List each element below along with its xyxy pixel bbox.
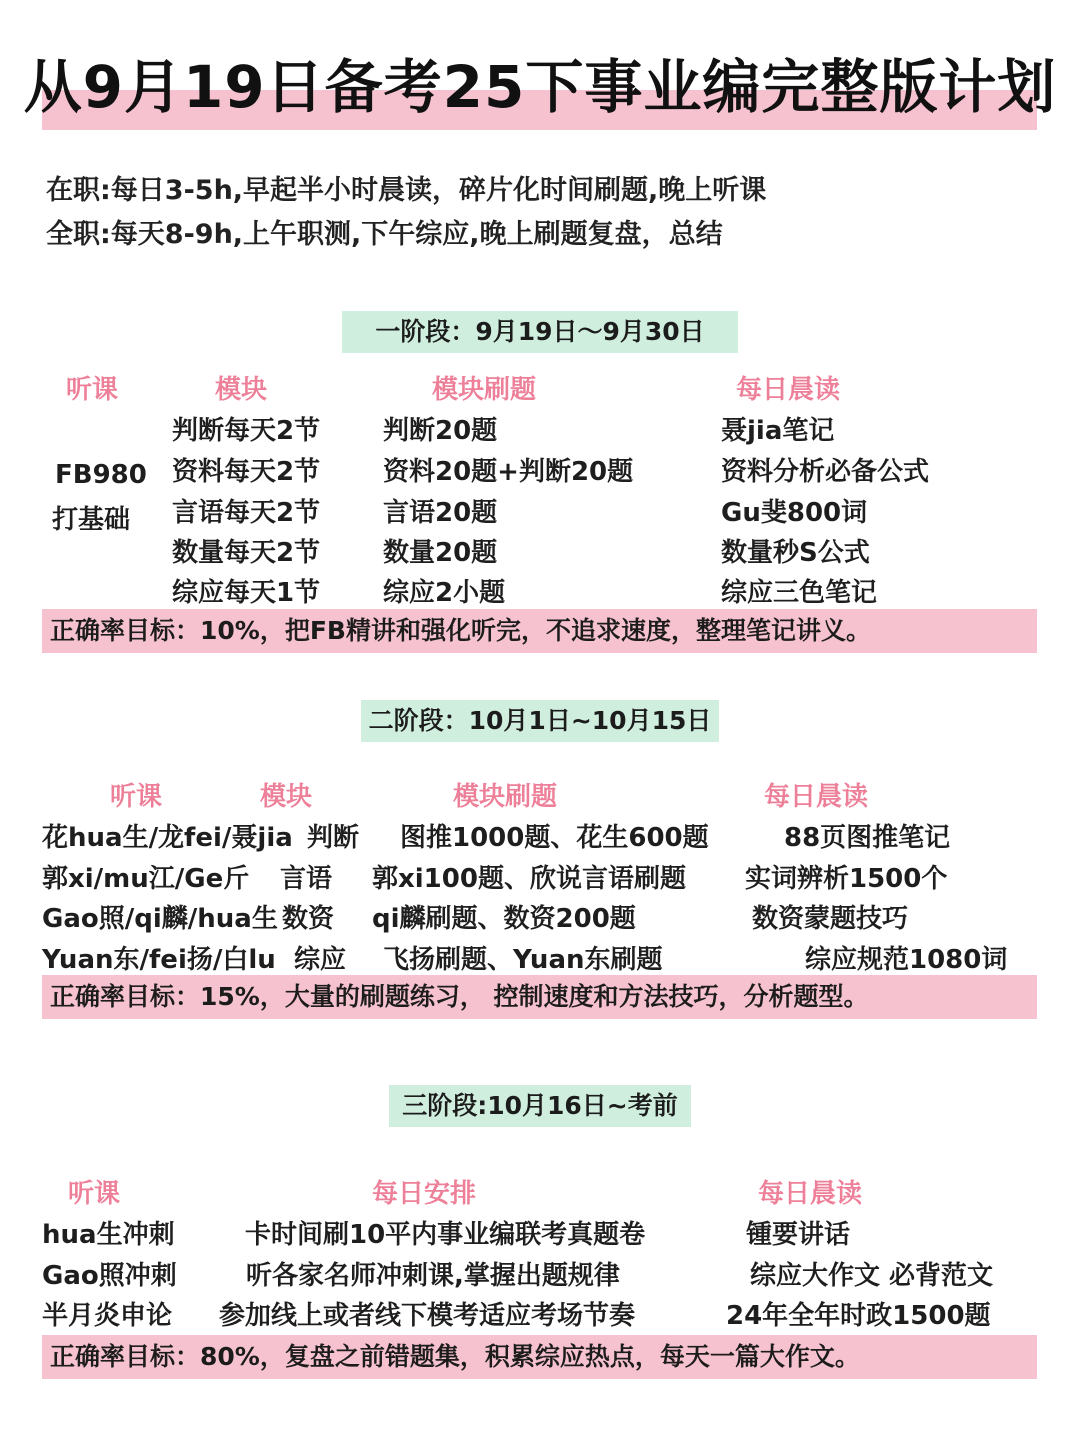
stage2-module: 综应 [294, 945, 347, 975]
stage1-target: 正确率目标：10%，把FB精讲和强化听完，不追求速度，整理笔记讲义。 [42, 609, 1037, 653]
stage1-course-name: FB980 [55, 460, 147, 490]
stage2-reading: 综应规范1080词 [805, 945, 1008, 975]
stage2-course: 花hua生/龙fei/聂jia [42, 823, 293, 853]
stage1-header-course: 听课 [66, 375, 119, 405]
stage1-reading: 综应三色笔记 [721, 578, 878, 608]
stage1-reading: 聂jia笔记 [721, 416, 835, 446]
stage1-module: 资料每天2节 [172, 457, 321, 487]
stage3-course: Gao照冲刺 [42, 1261, 177, 1291]
stage3-reading: 综应大作文 必背范文 [750, 1261, 994, 1291]
stage2-header-course: 听课 [110, 782, 163, 812]
stage1-practice: 判断20题 [383, 416, 498, 446]
stage2-reading: 数资蒙题技巧 [752, 904, 909, 934]
stage1-header-reading: 每日晨读 [736, 375, 841, 405]
stage1-header-module: 模块 [215, 375, 268, 405]
stage1-course-desc: 打基础 [52, 505, 131, 535]
stage1-header-practice: 模块刷题 [432, 375, 537, 405]
stage2-header-practice: 模块刷题 [453, 782, 558, 812]
stage2-practice: 郭xi100题、欣说言语刷题 [372, 864, 686, 894]
stage2-course: Gao照/qi麟/hua生 [42, 904, 278, 934]
stage3-daily: 听各家名师冲刺课,掌握出题规律 [246, 1261, 620, 1291]
stage1-module: 数量每天2节 [172, 538, 321, 568]
stage1-reading: Gu斐800词 [721, 498, 868, 528]
stage3-label: 三阶段:10月16日~考前 [389, 1085, 691, 1127]
stage2-module: 言语 [280, 864, 333, 894]
stage3-reading: 24年全年时政1500题 [726, 1301, 991, 1331]
stage3-daily: 参加线上或者线下模考适应考场节奏 [219, 1301, 636, 1331]
stage1-module: 言语每天2节 [172, 498, 321, 528]
page-title: 从9月19日备考25下事业编完整版计划 [23, 53, 1057, 121]
stage2-practice: 飞扬刷题、Yuan东刷题 [383, 945, 663, 975]
stage2-header-module: 模块 [260, 782, 313, 812]
stage2-reading: 实词辨析1500个 [745, 864, 948, 894]
stage2-practice: 图推1000题、花生600题 [400, 823, 709, 853]
stage3-daily: 卡时间刷10平内事业编联考真题卷 [245, 1220, 646, 1250]
stage3-header-daily: 每日安排 [372, 1179, 477, 1209]
stage3-course: 半月炎申论 [42, 1301, 173, 1331]
stage3-header-course: 听课 [68, 1179, 121, 1209]
stage3-header-reading: 每日晨读 [758, 1179, 863, 1209]
stage2-module: 数资 [282, 904, 335, 934]
stage2-header-reading: 每日晨读 [764, 782, 869, 812]
stage1-reading: 数量秒S公式 [721, 538, 870, 568]
stage2-reading: 88页图推笔记 [784, 823, 951, 853]
intro-line-employed: 在职:每日3-5h,早起半小时晨读，碎片化时间刷题,晚上听课 [46, 175, 767, 206]
stage2-practice: qi麟刷题、数资200题 [372, 904, 636, 934]
stage2-module: 判断 [307, 823, 360, 853]
stage1-practice: 言语20题 [383, 498, 498, 528]
stage3-target: 正确率目标：80%，复盘之前错题集，积累综应热点，每天一篇大作文。 [42, 1335, 1037, 1379]
stage1-practice: 综应2小题 [383, 578, 506, 608]
stage2-target: 正确率目标：15%，大量的刷题练习， 控制速度和方法技巧，分析题型。 [42, 975, 1037, 1019]
stage2-course: 郭xi/mu江/Ge斤 [42, 864, 250, 894]
stage1-practice: 资料20题+判断20题 [383, 457, 634, 487]
stage1-label: 一阶段：9月19日～9月30日 [342, 311, 738, 353]
stage2-course: Yuan东/fei扬/白lu [42, 945, 276, 975]
stage1-reading: 资料分析必备公式 [721, 457, 930, 487]
stage2-label: 二阶段：10月1日~10月15日 [361, 700, 719, 742]
stage1-practice: 数量20题 [383, 538, 498, 568]
stage3-course: hua生冲刺 [42, 1220, 175, 1250]
stage1-module: 判断每天2节 [172, 416, 321, 446]
intro-line-fulltime: 全职:每天8-9h,上午职测,下午综应,晚上刷题复盘，总结 [46, 219, 723, 250]
stage3-reading: 锺要讲话 [746, 1220, 851, 1250]
stage1-module: 综应每天1节 [172, 578, 321, 608]
